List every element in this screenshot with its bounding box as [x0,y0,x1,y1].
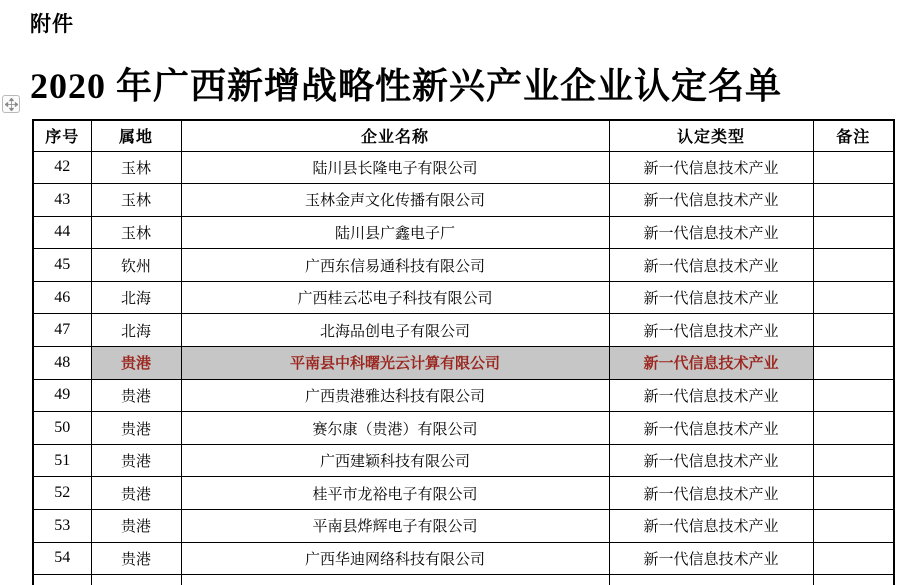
cell-note[interactable] [813,281,894,314]
cell-type[interactable]: 新一代信息技术产业 [609,281,813,314]
cell-region[interactable]: 钦州 [91,249,181,282]
cell-note[interactable] [813,216,894,249]
cell-type[interactable]: 新一代信息技术产业 [609,216,813,249]
cell-type[interactable]: 新一代信息技术产业 [609,477,813,510]
table-row [33,249,894,282]
header-note[interactable]: 备注 [813,120,894,151]
table-row [33,314,894,347]
cell-type[interactable]: 新一代信息技术产业 [609,347,813,380]
cell-region[interactable]: 玉林 [91,184,181,217]
cell-note[interactable] [813,477,894,510]
cell-note[interactable] [813,510,894,543]
cell-note[interactable] [813,347,894,380]
cell-serial[interactable]: 52 [33,477,91,510]
table-move-handle[interactable] [2,95,20,113]
table-row [33,412,894,445]
table-row [33,510,894,543]
cell-serial[interactable]: 53 [33,510,91,543]
header-region[interactable]: 属地 [91,120,181,151]
cell-note[interactable] [813,542,894,575]
cell-type[interactable]: 新一代信息技术产业 [609,314,813,347]
cell-note[interactable] [813,151,894,184]
cell-type[interactable]: 新一代信息技术产业 [609,510,813,543]
cell-note[interactable] [813,314,894,347]
cell-serial[interactable]: 46 [33,281,91,314]
cell-company[interactable]: 广西建颖科技有限公司 [181,444,609,477]
table-row [33,216,894,249]
table-row [33,477,894,510]
cell-region[interactable]: 北海 [91,281,181,314]
cell-company[interactable]: 北海品创电子有限公司 [181,314,609,347]
cell-company[interactable]: 广西东信易通科技有限公司 [181,249,609,282]
cell-serial[interactable]: 44 [33,216,91,249]
cell-serial[interactable]: 45 [33,249,91,282]
cell-company[interactable]: 陆川县广鑫电子厂 [181,216,609,249]
cell-type[interactable]: 新一代信息技术产业 [609,184,813,217]
cell-serial[interactable]: 42 [33,151,91,184]
cell-note[interactable] [813,412,894,445]
page-title: 2020 年广西新增战略性新兴产业企业认定名单 [30,66,783,106]
cell-type[interactable]: 新一代信息技术产业 [609,412,813,445]
cell-serial[interactable]: 43 [33,184,91,217]
cell-note[interactable] [813,444,894,477]
header-company[interactable]: 企业名称 [181,120,609,151]
cell-region[interactable]: 玉林 [91,216,181,249]
cell-company[interactable]: 桂平市龙裕电子有限公司 [181,477,609,510]
cell-serial[interactable]: 48 [33,347,91,380]
header-serial[interactable]: 序号 [33,120,91,151]
cell-serial[interactable] [33,575,91,585]
table-row [33,444,894,477]
table-row [33,151,894,184]
cell-company[interactable]: 广西桂云芯电子科技有限公司 [181,281,609,314]
table-row-partial [33,575,894,585]
companies-table [32,119,895,585]
cell-company[interactable]: 赛尔康（贵港）有限公司 [181,412,609,445]
cell-type[interactable]: 新一代信息技术产业 [609,249,813,282]
cell-company[interactable] [181,575,609,585]
cell-region[interactable]: 北海 [91,314,181,347]
cell-note[interactable] [813,379,894,412]
table-row [33,542,894,575]
cell-serial[interactable]: 54 [33,542,91,575]
cell-company[interactable]: 平南县中科曙光云计算有限公司 [181,347,609,380]
cell-company[interactable]: 广西贵港雅达科技有限公司 [181,379,609,412]
cell-type[interactable]: 新一代信息技术产业 [609,151,813,184]
cell-region[interactable]: 贵港 [91,347,181,380]
cell-region[interactable]: 贵港 [91,444,181,477]
cell-region[interactable]: 贵港 [91,542,181,575]
cell-region[interactable]: 贵港 [91,379,181,412]
cell-serial[interactable]: 51 [33,444,91,477]
cell-company[interactable]: 广西华迪网络科技有限公司 [181,542,609,575]
cell-region[interactable]: 玉林 [91,151,181,184]
cell-region[interactable]: 贵港 [91,477,181,510]
cell-serial[interactable]: 50 [33,412,91,445]
table-row [33,379,894,412]
cell-company[interactable]: 平南县烨辉电子有限公司 [181,510,609,543]
cell-serial[interactable]: 47 [33,314,91,347]
table-row [33,281,894,314]
cell-type[interactable]: 新一代信息技术产业 [609,444,813,477]
cell-region[interactable]: 贵港 [91,412,181,445]
cell-note[interactable] [813,575,894,585]
cell-company[interactable]: 陆川县长隆电子有限公司 [181,151,609,184]
cell-type[interactable] [609,575,813,585]
cell-note[interactable] [813,249,894,282]
cell-serial[interactable]: 49 [33,379,91,412]
four-way-move-arrow-icon [5,98,18,111]
table-row [33,347,894,380]
cell-type[interactable]: 新一代信息技术产业 [609,542,813,575]
header-type[interactable]: 认定类型 [609,120,813,151]
cell-note[interactable] [813,184,894,217]
cell-region[interactable]: 贵港 [91,510,181,543]
cell-type[interactable]: 新一代信息技术产业 [609,379,813,412]
attachment-label: 附件 [30,13,74,36]
table-header-row [33,120,894,151]
table-row [33,184,894,217]
cell-company[interactable]: 玉林金声文化传播有限公司 [181,184,609,217]
cell-region[interactable] [91,575,181,585]
